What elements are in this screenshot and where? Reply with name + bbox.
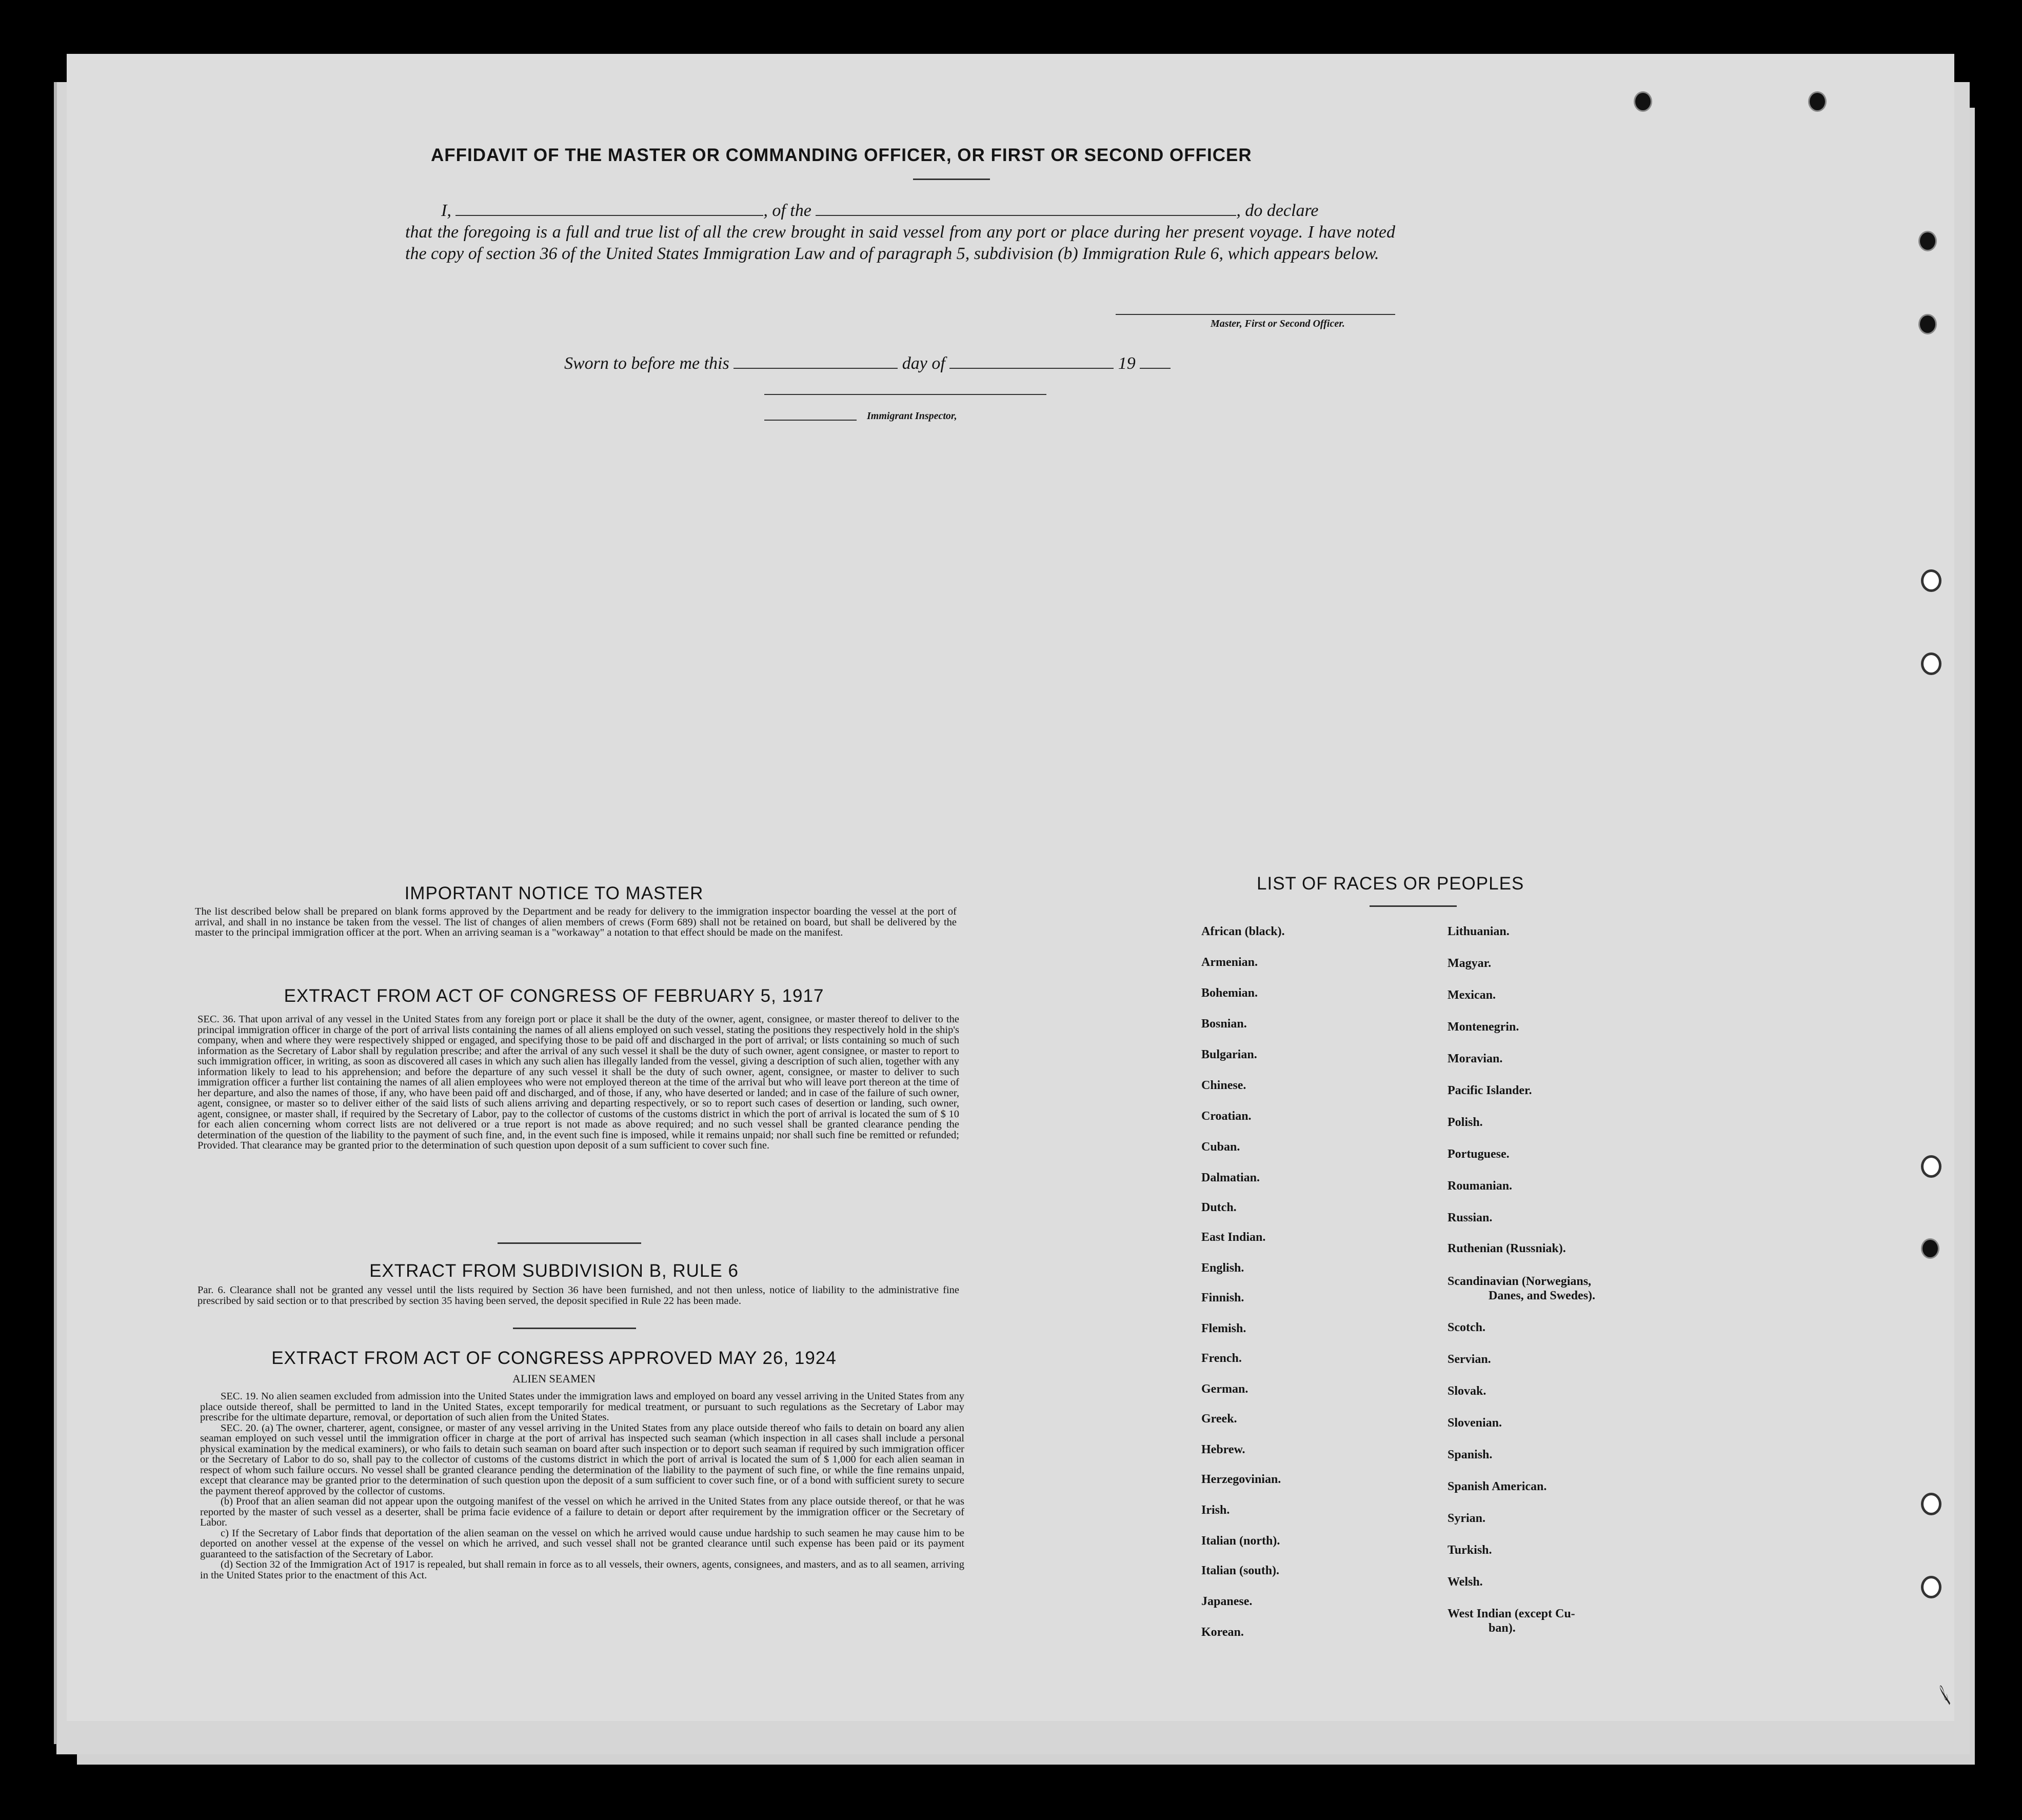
race-item: Danes, and Swedes). — [1489, 1289, 1596, 1302]
sec-20b-text: (b) Proof that an alien seaman did not appear upon the outgoing manifest of the vessel on which he arrived in the United States from any place outside thereof, or that he was reported by the master of such vessel as a deserter, shall be prima facie evidence of a failure to detain or deport after requirement by the immigration officer or the Secretary of Labor. — [200, 1496, 964, 1528]
race-item: Polish. — [1448, 1116, 1483, 1129]
sec-20d-text: (d) Section 32 of the Immigration Act of 1917 is repealed, but shall remain in force as to all vessels, their owners, agents, consignees, and masters, and as to all seamen, arriving in the United States prior to the enactment of this Act. — [200, 1559, 964, 1581]
extract-1924-title: EXTRACT FROM ACT OF CONGRESS APPROVED MAY 26, 1924 — [271, 1348, 837, 1368]
extract-1924-subtitle: ALIEN SEAMEN — [512, 1372, 596, 1385]
year-prefix: 19 — [1118, 354, 1136, 373]
inspector-signature-line-short — [764, 420, 857, 421]
day-of-text: day of — [902, 354, 945, 373]
punch-hole — [1921, 652, 1941, 675]
race-item: Chinese. — [1201, 1079, 1246, 1092]
extract-1924-body — [200, 1391, 964, 1580]
signature-label: Master, First or Second Officer. — [1211, 318, 1345, 329]
declarant-prefix: I, — [441, 201, 451, 220]
declaration-body: that the foregoing is a full and true list of all the crew brought in said vessel from any port or place during her present voyage. I have noted the copy of section 36 of the United States Immigration Law and of paragraph 5, subdivision (b) Immigration Rule 6, which appears below. — [405, 223, 1395, 263]
punch-hole — [1921, 569, 1941, 592]
race-item: Finnish. — [1201, 1291, 1244, 1304]
race-item: Japanese. — [1201, 1595, 1253, 1608]
affidavit-title: AFFIDAVIT OF THE MASTER OR COMMANDING OFFICER, OR FIRST OR SECOND OFFICER — [431, 145, 1252, 165]
sec-19-text: SEC. 19. No alien seamen excluded from admission into the United States under the immigration laws and employed on board any vessel arriving in the United States from any place outside thereof, shall be permitted to land in the United States, except temporarily for medical treatment, or pursuant to such regulations as the Secretary of Labor may prescribe for the ultimate departure, removal, or deportation of such alien from the United States. — [200, 1391, 964, 1423]
vessel-name-field[interactable] — [816, 215, 1236, 216]
race-item: Lithuanian. — [1448, 925, 1510, 938]
races-title-rule — [1370, 905, 1457, 907]
race-item: Magyar. — [1448, 957, 1492, 970]
race-item: Spanish. — [1448, 1448, 1493, 1461]
sec-20c-text: c) If the Secretary of Labor finds that deportation of the alien seaman on the vessel on which he arrived would cause undue hardship to such seamen he may cause him to be deported on another vessel at the expense of the vessel on which he arrived, and such vessel shall not be granted clearance until such expense has been paid or its payment guaranteed to the satisfaction of the Secretary of Labor. — [200, 1527, 964, 1560]
race-item: Syrian. — [1448, 1512, 1486, 1525]
race-item: Croatian. — [1201, 1110, 1252, 1123]
sworn-day-field[interactable] — [734, 368, 898, 369]
sworn-month-field[interactable] — [949, 368, 1114, 369]
notice-body: The list described below shall be prepared on blank forms approved by the Department and be ready for delivery to the immigration inspector boarding the vessel at the port of arrival, and shall in no instance be taken from the vessel. The list of changes of alien members of crews (Form 689) shall not be retained on board, but shall be delivered by the master to the principal immigration officer at the port. When an arriving seaman is a "workaway" a notation to that effect should be made on the manifest. — [195, 906, 957, 938]
section-rule — [498, 1242, 641, 1244]
punch-hole — [1634, 91, 1652, 112]
race-item: Bulgarian. — [1201, 1048, 1257, 1061]
race-item: Slovak. — [1448, 1384, 1486, 1398]
affidavit-declaration — [405, 200, 1395, 265]
race-item: African (black). — [1201, 925, 1285, 938]
race-item: Herzegovinian. — [1201, 1473, 1281, 1486]
race-item: Cuban. — [1201, 1140, 1240, 1154]
race-item: Dalmatian. — [1201, 1171, 1260, 1184]
race-item: Italian (south). — [1201, 1564, 1280, 1577]
race-item: Welsh. — [1448, 1575, 1483, 1589]
page-edge — [54, 82, 57, 1744]
extract-1917-title: EXTRACT FROM ACT OF CONGRESS OF FEBRUARY 5, 1917 — [284, 986, 824, 1006]
race-item: Mexican. — [1448, 988, 1496, 1002]
race-item: Ruthenian (Russniak). — [1448, 1242, 1566, 1255]
signature-line[interactable] — [1116, 314, 1395, 315]
sworn-text: Sworn to before me this — [564, 354, 729, 373]
race-item: Roumanian. — [1448, 1179, 1513, 1193]
punch-hole — [1921, 1155, 1941, 1178]
race-item: Italian (north). — [1201, 1534, 1280, 1548]
race-item: Dutch. — [1201, 1201, 1237, 1214]
sworn-statement — [564, 354, 1171, 373]
race-item: German. — [1201, 1382, 1248, 1396]
race-item: Hebrew. — [1201, 1443, 1245, 1456]
race-item: Spanish American. — [1448, 1480, 1547, 1493]
race-item: Portuguese. — [1448, 1148, 1510, 1161]
race-item: Montenegrin. — [1448, 1020, 1519, 1034]
race-item: Russian. — [1448, 1211, 1493, 1224]
race-item: Slovenian. — [1448, 1416, 1502, 1430]
race-item: Pacific Islander. — [1448, 1084, 1532, 1097]
race-item: Flemish. — [1201, 1322, 1246, 1335]
extract-rule6-title: EXTRACT FROM SUBDIVISION B, RULE 6 — [369, 1261, 739, 1281]
of-the-text: , of the — [763, 201, 811, 220]
title-rule — [913, 179, 990, 180]
race-item: East Indian. — [1201, 1231, 1266, 1244]
race-item: Moravian. — [1448, 1052, 1503, 1065]
notice-title: IMPORTANT NOTICE TO MASTER — [404, 883, 704, 903]
punch-hole — [1921, 1493, 1941, 1515]
do-declare-text: , do declare — [1236, 201, 1319, 220]
race-item: Scandinavian (Norwegians, — [1448, 1275, 1592, 1288]
punch-hole — [1808, 91, 1827, 112]
punch-hole — [1918, 231, 1937, 251]
race-item: Armenian. — [1201, 956, 1258, 969]
race-item: English. — [1201, 1261, 1244, 1275]
inspector-signature-line[interactable] — [764, 394, 1046, 395]
race-item: ban). — [1489, 1621, 1516, 1635]
punch-hole — [1921, 1238, 1939, 1259]
sec-20a-text: SEC. 20. (a) The owner, charterer, agent, consignee, or master of any vessel arriving in the United States from any place outside thereof who fails to detain on board any alien seaman employed on such vessel until the immigration officer in charge at the port of arrival has inspected such seaman (which inspection in all cases shall include a personal physical examination by the medical examiners), or who fails to detain such seaman on board after such inspection or to deport such seaman if required by such immigration officer or the Secretary of Labor to do so, shall pay to the collector of customs of the customs district in which the port of arrival is located the sum of $ 1,000 for each alien seaman in respect of whom such failure occurs. No vessel shall be granted clearance pending the determination of the liability to the payment of such fine, or while the fine remains unpaid, except that clearance may be granted prior to the determination of such question upon the deposit of a sum sufficient to cover such fine, or of a bond with sufficient surety to secure the payment thereof approved by the collector of customs. — [200, 1422, 964, 1497]
race-item: Korean. — [1201, 1626, 1244, 1639]
sworn-year-field[interactable] — [1140, 368, 1171, 369]
races-title: LIST OF RACES OR PEOPLES — [1257, 874, 1524, 894]
punch-hole — [1918, 314, 1937, 334]
race-item: West Indian (except Cu- — [1448, 1607, 1575, 1620]
extract-1917-body: SEC. 36. That upon arrival of any vessel in the United States from any foreign port or place it shall be the duty of the owner, agent, consignee, or master thereof to deliver to the principal immigration officer in charge of the port of arrival lists containing the names of all aliens employed on such vessel, stating the positions they respectively hold in the ship's company, when and where they were respectively shipped or engaged, and specifying those to be paid off and discharged in the port of arrival; or lists containing so much of such information as the Secretary of Labor shall by regulation prescribe; and after the arrival of any such vessel it shall be the duty of such owner, agent consignee, or master to report to such immigration officer, in writing, as soon as discovered all cases in which any such alien has illegally landed from the vessel, giving a description of such alien, together with any information likely to lead to his apprehension; and before the departure of any such vessel it shall be the duty of such owner, agent, consignee, or master to deliver to such immigration officer a further list containing the names of all alien employees who were not employed thereon at the time of the arrival but who will leave port thereon at the time of her departure, and also the names of those, if any, who have been paid off and discharged, and of those, if any, who have deserted or landed; and in case of the failure of such owner, agent, consignee, or master so to deliver either of the said lists of such aliens arriving and departing respectively, or so to report such cases of desertion or landing, such owner, agent, consignee, or master shall, if required by the Secretary of Labor, pay to the collector of customs of the customs district in which the port of arrival is located the sum of $ 10 for each alien concerning whom correct lists are not delivered or a true report is not made as above required; and no such vessel shall be granted clearance pending the determination of the question of the liability to the payment of such fine, and, in the event such fine is imposed, while it remains unpaid; nor shall such fine be remitted or refunded; Provided. That clearance may be granted prior to the determination of such question upon deposit of a sum sufficient to cover such fine. — [197, 1014, 959, 1151]
race-item: Servian. — [1448, 1353, 1491, 1366]
race-item: Scotch. — [1448, 1321, 1485, 1334]
race-item: Bosnian. — [1201, 1017, 1247, 1031]
section-rule — [513, 1328, 636, 1329]
race-item: Greek. — [1201, 1412, 1237, 1426]
race-item: Bohemian. — [1201, 986, 1258, 1000]
declarant-name-field[interactable] — [455, 215, 763, 216]
race-item: Turkish. — [1448, 1544, 1492, 1557]
handwritten-mark: 𝒻 — [1932, 1690, 1953, 1705]
race-item: French. — [1201, 1352, 1242, 1365]
punch-hole — [1921, 1576, 1941, 1598]
race-item: Irish. — [1201, 1504, 1230, 1517]
inspector-label: Immigrant Inspector, — [867, 410, 957, 422]
extract-rule6-body: Par. 6. Clearance shall not be granted any vessel until the lists required by Section 36 have been furnished, and not then unless, notice of liability to the administrative fine prescribed by said section or to that prescribed by section 35 having been served, the deposit specified in Rule 22 has been made. — [197, 1284, 959, 1307]
declaration-line — [405, 200, 1395, 222]
